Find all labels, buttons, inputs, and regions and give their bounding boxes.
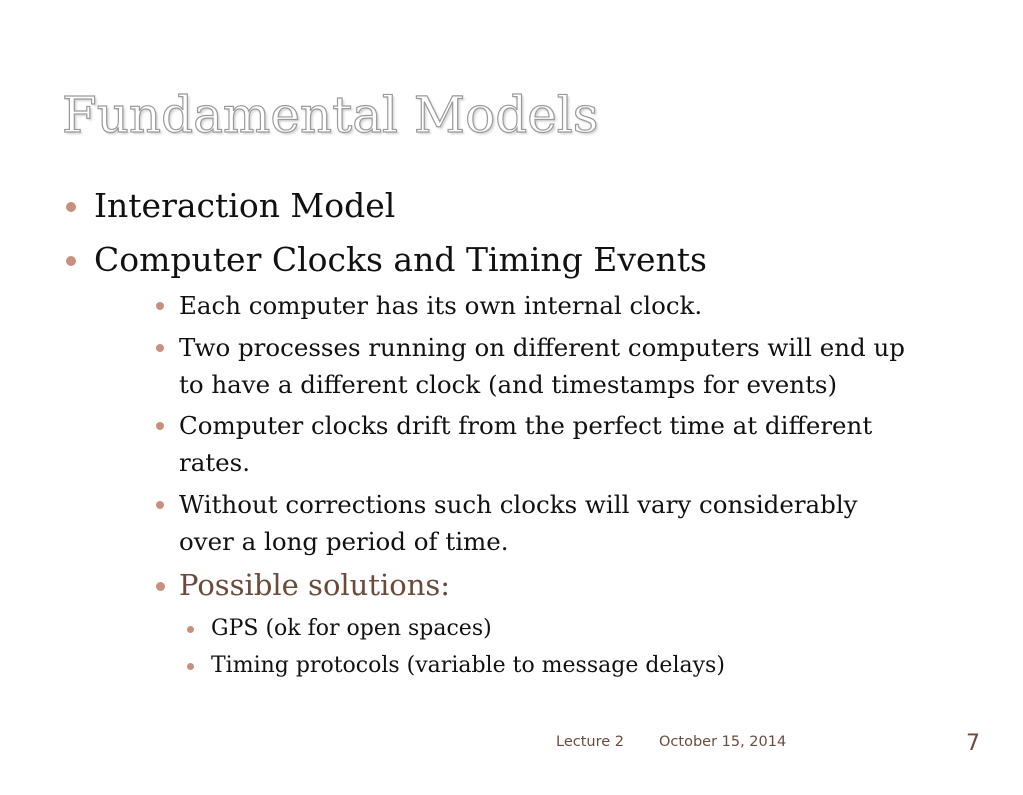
bullet-icon — [66, 202, 76, 212]
sub-sub-bullet-timing-protocols — [187, 648, 887, 684]
bullet-text: Possible solutions: — [179, 568, 451, 602]
bullet-text: Computer Clocks and Timing Events — [94, 240, 707, 279]
bullet-text: Timing protocols (variable to message delays) — [211, 653, 725, 678]
footer-date: October 15, 2014 — [659, 734, 787, 750]
bullet-icon — [187, 663, 194, 670]
bullet-text-line1: Computer clocks drift from the perfect time at different — [179, 411, 873, 440]
sub-sub-bullet-gps — [187, 611, 787, 647]
bullet-icon — [156, 344, 164, 352]
bullet-icon — [156, 302, 164, 310]
bullet-text-line2: to have a different clock (and timestamps for events) — [179, 370, 838, 399]
sub-bullet-two-processes — [156, 329, 976, 405]
page-number: 7 — [966, 731, 980, 756]
bullet-interaction-model — [66, 186, 666, 226]
bullet-icon — [156, 422, 164, 430]
bullet-icon — [156, 501, 164, 509]
slide-title: Fundamental Models — [62, 86, 599, 144]
sub-bullet-clock-drift — [156, 407, 976, 483]
bullet-icon — [187, 626, 194, 633]
bullet-text: Each computer has its own internal clock. — [179, 291, 703, 320]
bullet-computer-clocks — [66, 240, 866, 280]
bullet-icon — [156, 582, 165, 591]
sub-bullet-possible-solutions — [156, 566, 756, 606]
bullet-text: Interaction Model — [94, 186, 396, 225]
footer-lecture: Lecture 2 — [556, 734, 624, 750]
sub-bullet-without-corrections — [156, 486, 976, 562]
bullet-text-line1: Without corrections such clocks will vary considerably — [179, 490, 858, 519]
bullet-text-line1: Two processes running on different computers will end up — [179, 333, 905, 362]
sub-bullet-internal-clock — [156, 287, 956, 325]
bullet-text: GPS (ok for open spaces) — [211, 616, 492, 641]
bullet-text-line2: over a long period of time. — [179, 527, 509, 556]
bullet-text-line2: rates. — [179, 448, 251, 477]
bullet-icon — [66, 256, 76, 266]
